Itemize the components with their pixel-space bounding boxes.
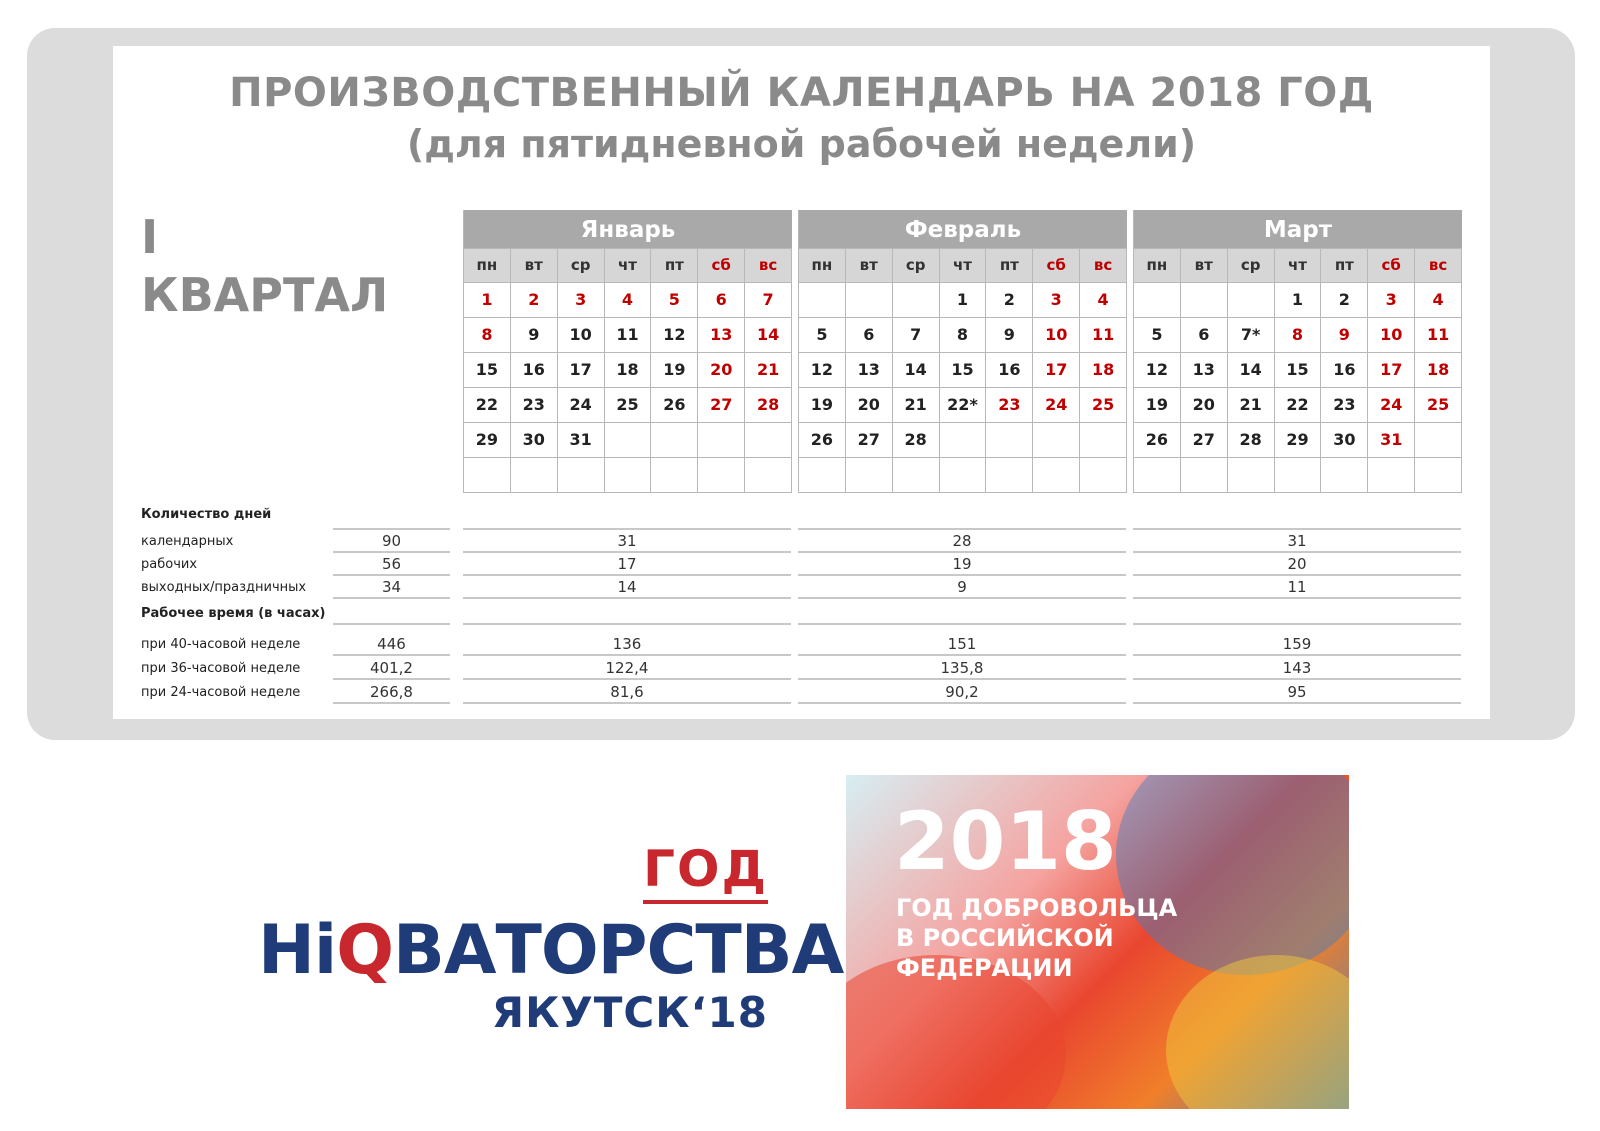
calendar-day: 28 [1228, 422, 1275, 457]
calendar-day [558, 457, 605, 492]
logo-god-text: ГОД [643, 840, 768, 904]
calendar-day: 3 [558, 282, 605, 317]
calendar-day: 14 [893, 352, 940, 387]
weekday-header: вт [846, 248, 893, 282]
calendar-day: 9 [1321, 317, 1368, 352]
calendar-day [799, 457, 846, 492]
stats-cell-feb: 9 [798, 577, 1126, 599]
calendar-day: 31 [1368, 422, 1415, 457]
calendar-day: 17 [558, 352, 605, 387]
title-line-1: ПРОИЗВОДСТВЕННЫЙ КАЛЕНДАРЬ НА 2018 ГОД [229, 70, 1374, 116]
calendar-day: 30 [511, 422, 558, 457]
stats-cell-jan: 122,4 [463, 658, 791, 680]
calendar-day: 28 [893, 422, 940, 457]
calendar-day: 13 [1181, 352, 1228, 387]
calendar-day [511, 457, 558, 492]
weekday-header: ср [893, 248, 940, 282]
calendar-day [893, 282, 940, 317]
calendar-day: 21 [1228, 387, 1275, 422]
calendar-day: 8 [1275, 317, 1322, 352]
calendar-day [1134, 457, 1181, 492]
calendar-day: 25 [1415, 387, 1462, 422]
poster-shape [1166, 955, 1349, 1109]
calendar-day: 5 [799, 317, 846, 352]
calendar-day: 15 [1275, 352, 1322, 387]
weekday-header: ср [558, 248, 605, 282]
month-name: Февраль [799, 210, 1127, 248]
calendar-day: 13 [698, 317, 745, 352]
stats-row-label: при 40-часовой неделе [141, 637, 301, 652]
weekday-header: вт [511, 248, 558, 282]
calendar-day [1080, 422, 1127, 457]
stats-cell-mar: 159 [1133, 634, 1461, 656]
weekday-header: чт [940, 248, 987, 282]
calendar-day: 1 [1275, 282, 1322, 317]
calendar-day: 12 [1134, 352, 1181, 387]
calendar-day: 7* [1228, 317, 1275, 352]
calendar-day [846, 457, 893, 492]
calendar-day: 5 [651, 282, 698, 317]
calendar-day [745, 422, 792, 457]
calendar-day: 11 [1415, 317, 1462, 352]
calendar-day: 17 [1368, 352, 1415, 387]
poster-line-1: ГОД ДОБРОВОЛЬЦА [896, 894, 1178, 922]
quarter-label [141, 208, 388, 324]
stats-cell-mar: 20 [1133, 554, 1461, 576]
calendar-day [745, 457, 792, 492]
calendar-day [986, 422, 1033, 457]
calendar-day: 12 [651, 317, 698, 352]
title-line-2: (для пятидневной рабочей недели) [406, 122, 1197, 166]
calendar-day [1321, 457, 1368, 492]
calendar-day: 6 [846, 317, 893, 352]
calendar-day [1415, 457, 1462, 492]
month-name: Январь [464, 210, 792, 248]
stats-cell-mar: 95 [1133, 682, 1461, 704]
calendar-day: 3 [1368, 282, 1415, 317]
calendar-day: 11 [605, 317, 652, 352]
calendar-day: 2 [1321, 282, 1368, 317]
calendar-day: 23 [1321, 387, 1368, 422]
stats-cell-quarter: 56 [333, 554, 450, 576]
calendar-day: 9 [986, 317, 1033, 352]
calendar-day [1080, 457, 1127, 492]
stats-cell-quarter: 90 [333, 531, 450, 553]
stats-cell-jan: 17 [463, 554, 791, 576]
calendar-day [1181, 457, 1228, 492]
calendar-day: 26 [1134, 422, 1181, 457]
month-calendar [463, 210, 792, 493]
calendar-day: 21 [745, 352, 792, 387]
calendar-day: 18 [605, 352, 652, 387]
stats-divider [463, 528, 791, 530]
calendar-day: 3 [1033, 282, 1080, 317]
calendar-day: 23 [986, 387, 1033, 422]
logo-rest: ВАТОРСТВА [393, 911, 844, 990]
calendar-day: 21 [893, 387, 940, 422]
weekday-header: пт [986, 248, 1033, 282]
weekday-header: пт [1321, 248, 1368, 282]
weekday-header: сб [1368, 248, 1415, 282]
stats-divider [463, 623, 791, 625]
stats-row-label: рабочих [141, 557, 198, 572]
calendar-day: 14 [1228, 352, 1275, 387]
calendar-day: 22 [1275, 387, 1322, 422]
stats-cell-feb: 19 [798, 554, 1126, 576]
calendar-day: 19 [1134, 387, 1181, 422]
calendar-day: 17 [1033, 352, 1080, 387]
calendar-day: 20 [698, 352, 745, 387]
calendar-day: 13 [846, 352, 893, 387]
calendar-day: 14 [745, 317, 792, 352]
calendar-day: 22* [940, 387, 987, 422]
poster-line-2: В РОССИЙСКОЙ [896, 924, 1114, 952]
calendar-day: 27 [698, 387, 745, 422]
calendar-day: 11 [1080, 317, 1127, 352]
calendar-day [1181, 282, 1228, 317]
calendar-day [986, 457, 1033, 492]
weekday-header: сб [698, 248, 745, 282]
calendar-day [893, 457, 940, 492]
calendar-day [1033, 457, 1080, 492]
calendar-day: 6 [1181, 317, 1228, 352]
weekday-header: пн [799, 248, 846, 282]
calendar-day: 30 [1321, 422, 1368, 457]
calendar-day [940, 422, 987, 457]
stats-cell-feb: 90,2 [798, 682, 1126, 704]
stats-cell-feb: 151 [798, 634, 1126, 656]
weekday-header: чт [605, 248, 652, 282]
calendar-day: 29 [464, 422, 511, 457]
logo-q-letter: Q [336, 911, 394, 990]
stats-cell-jan: 136 [463, 634, 791, 656]
logo-main-text [258, 912, 843, 990]
calendar-day: 28 [745, 387, 792, 422]
calendar-day: 23 [511, 387, 558, 422]
stats-cell-jan: 81,6 [463, 682, 791, 704]
calendar-day [1415, 422, 1462, 457]
days-count-header: Количество дней [141, 507, 272, 522]
calendar-day: 16 [511, 352, 558, 387]
calendar-day: 25 [605, 387, 652, 422]
stats-divider [798, 528, 1126, 530]
calendar-day [1228, 282, 1275, 317]
calendar-day: 15 [940, 352, 987, 387]
calendar-day: 5 [1134, 317, 1181, 352]
stats-cell-quarter: 446 [333, 634, 450, 656]
calendar-day [1275, 457, 1322, 492]
calendar-day: 26 [651, 387, 698, 422]
calendar-day: 12 [799, 352, 846, 387]
calendar-day: 1 [940, 282, 987, 317]
calendar-day: 8 [464, 317, 511, 352]
calendar-day: 27 [1181, 422, 1228, 457]
stats-divider [1133, 528, 1461, 530]
weekday-header: сб [1033, 248, 1080, 282]
calendar-day: 15 [464, 352, 511, 387]
weekday-header: вс [1080, 248, 1127, 282]
innovation-year-logo [258, 840, 844, 1040]
month-name: Март [1134, 210, 1462, 248]
calendar-day: 19 [799, 387, 846, 422]
calendar-day: 8 [940, 317, 987, 352]
calendar-day [1228, 457, 1275, 492]
calendar-day: 29 [1275, 422, 1322, 457]
calendar-day: 7 [893, 317, 940, 352]
stats-cell-quarter: 401,2 [333, 658, 450, 680]
calendar-day: 27 [846, 422, 893, 457]
calendar-day [651, 422, 698, 457]
calendar-day: 24 [1033, 387, 1080, 422]
calendar-day [651, 457, 698, 492]
stats-divider [333, 623, 450, 625]
calendar-day: 18 [1080, 352, 1127, 387]
stats-cell-jan: 31 [463, 531, 791, 553]
calendar-day: 16 [1321, 352, 1368, 387]
calendar-day: 9 [511, 317, 558, 352]
calendar-day: 22 [464, 387, 511, 422]
weekday-header: чт [1275, 248, 1322, 282]
logo-prefix: Hi [258, 911, 337, 990]
poster-line-3: ФЕДЕРАЦИИ [896, 954, 1073, 982]
weekday-header: пн [464, 248, 511, 282]
month-calendar [1133, 210, 1462, 493]
calendar-day [1134, 282, 1181, 317]
stats-row-label: выходных/праздничных [141, 580, 307, 595]
calendar-day: 25 [1080, 387, 1127, 422]
stats-row-label: календарных [141, 534, 234, 549]
calendar-day: 6 [698, 282, 745, 317]
stats-cell-mar: 143 [1133, 658, 1461, 680]
calendar-day [698, 422, 745, 457]
work-hours-header: Рабочее время (в часах) [141, 606, 326, 621]
stats-cell-jan: 14 [463, 577, 791, 599]
calendar-day: 10 [1368, 317, 1415, 352]
stats-divider [1133, 623, 1461, 625]
weekday-header: пт [651, 248, 698, 282]
stats-cell-mar: 11 [1133, 577, 1461, 599]
calendar-day: 10 [558, 317, 605, 352]
calendar-day: 18 [1415, 352, 1462, 387]
calendar-day [940, 457, 987, 492]
poster-text [896, 893, 1177, 983]
calendar-day [698, 457, 745, 492]
logo-city-text: ЯКУТСК‘18 [491, 988, 768, 1037]
calendar-day [1033, 422, 1080, 457]
stats-divider [333, 528, 450, 530]
calendar-day: 2 [986, 282, 1033, 317]
calendar-day: 24 [1368, 387, 1415, 422]
calendar-day [464, 457, 511, 492]
calendar-day: 19 [651, 352, 698, 387]
stats-cell-feb: 28 [798, 531, 1126, 553]
calendar-day [1368, 457, 1415, 492]
calendar-day: 16 [986, 352, 1033, 387]
calendar-day [605, 422, 652, 457]
calendar-day: 26 [799, 422, 846, 457]
stats-cell-quarter: 266,8 [333, 682, 450, 704]
stats-cell-feb: 135,8 [798, 658, 1126, 680]
calendar-day: 24 [558, 387, 605, 422]
weekday-header: вс [745, 248, 792, 282]
weekday-header: ср [1228, 248, 1275, 282]
page-title [113, 66, 1490, 168]
calendar-day: 20 [1181, 387, 1228, 422]
calendar-day: 31 [558, 422, 605, 457]
calendar-day: 7 [745, 282, 792, 317]
weekday-header: пн [1134, 248, 1181, 282]
calendar-day: 4 [605, 282, 652, 317]
calendar-day: 20 [846, 387, 893, 422]
stats-row-label: при 24-часовой неделе [141, 685, 301, 700]
calendar-day: 10 [1033, 317, 1080, 352]
calendar-day [799, 282, 846, 317]
stats-row-label: при 36-часовой неделе [141, 661, 301, 676]
calendar-day [605, 457, 652, 492]
calendar-day: 4 [1080, 282, 1127, 317]
calendar-day: 1 [464, 282, 511, 317]
quarter-word: КВАРТАЛ [141, 268, 389, 322]
weekday-header: вс [1415, 248, 1462, 282]
weekday-header: вт [1181, 248, 1228, 282]
volunteer-year-poster [846, 775, 1349, 1109]
month-calendar [798, 210, 1127, 493]
calendar-day: 2 [511, 282, 558, 317]
stats-cell-quarter: 34 [333, 577, 450, 599]
calendar-day [846, 282, 893, 317]
stats-cell-mar: 31 [1133, 531, 1461, 553]
poster-year: 2018 [894, 795, 1117, 888]
calendar-day: 4 [1415, 282, 1462, 317]
quarter-number: I [141, 210, 159, 264]
stats-divider [798, 623, 1126, 625]
